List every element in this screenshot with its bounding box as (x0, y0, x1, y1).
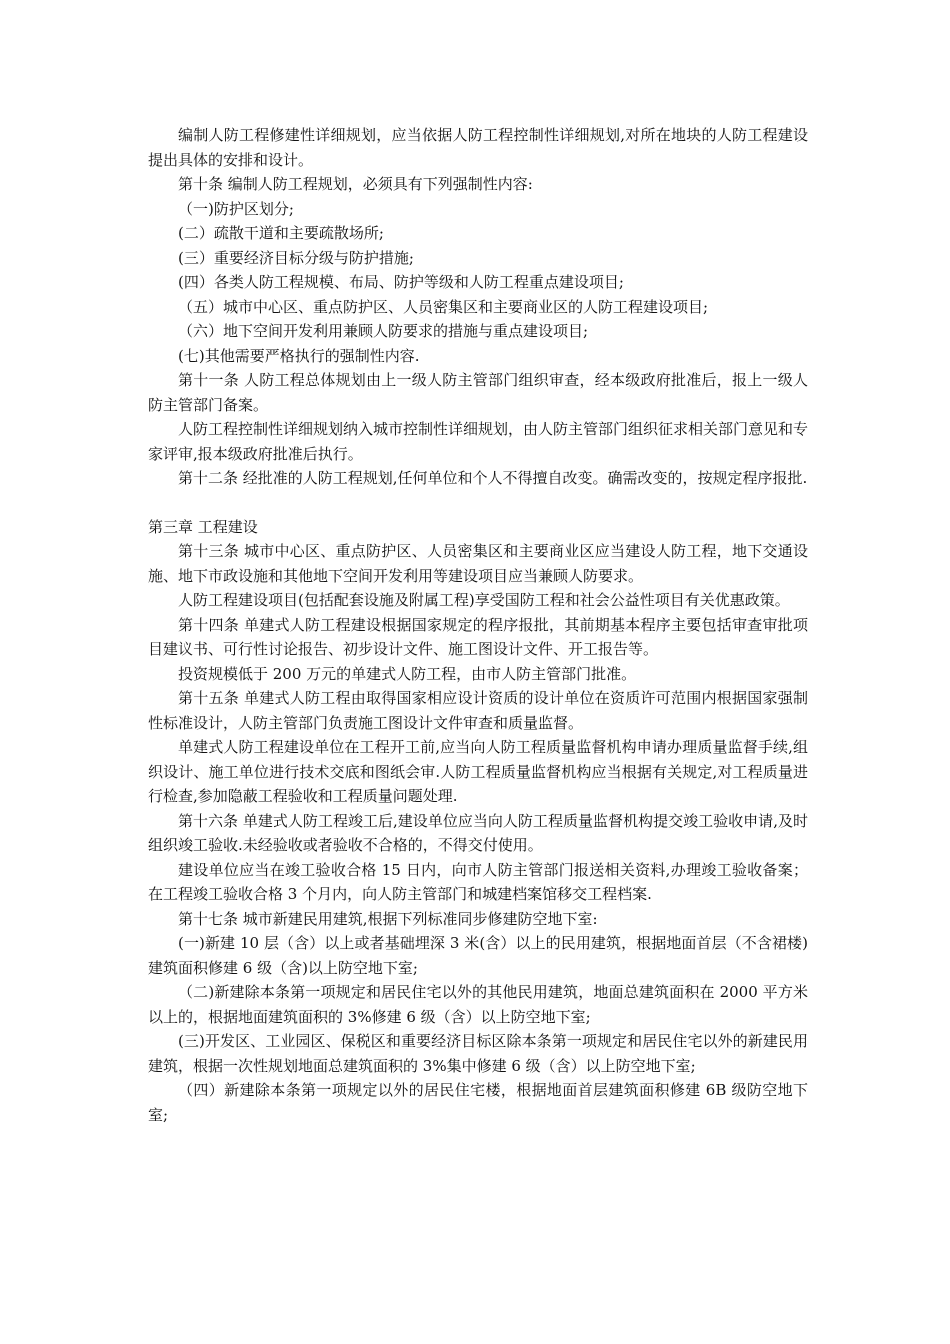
paragraph: (七)其他需要严格执行的强制性内容. (178, 346, 420, 365)
paragraph: （四）新建除本条第一项规定以外的居民住宅楼，根据地面首层建筑面积修建 6B 级防空地下室; (148, 1081, 808, 1124)
paragraph: 投资规模低于 200 万元的单建式人防工程，由市人防主管部门批准。 (178, 664, 637, 683)
paragraph: (四）各类人防工程规模、布局、防护等级和人防工程重点建设项目; (178, 273, 624, 291)
paragraph: 第十条 编制人防工程规划，必须具有下列强制性内容: (178, 175, 533, 193)
paragraph: （五）城市中心区、重点防护区、人员密集区和主要商业区的人防工程建设项目; (178, 297, 709, 316)
paragraph: （二)新建除本条第一项规定和居民住宅以外的其他民用建筑，地面总建筑面积在 2000 平方米以上的，根据地面建筑面积的 3%修建 6 级（含）以上防空地下室; (148, 983, 808, 1026)
paragraph: 单建式人防工程建设单位在工程开工前,应当向人防工程质量监督机构申请办理质量监督手续,组织设计、施工单位进行技术交底和图纸会审.人防工程质量监督机构应当根据有关规定,对工程质量进行检查,参加隐蔽工程验收和工程质量问题处理. (148, 738, 808, 805)
paragraph: 编制人防工程修建性详细规划，应当依据人防工程控制性详细规划,对所在地块的人防工程建设提出具体的安排和设计。 (148, 126, 808, 169)
paragraph: 人防工程建设项目(包括配套设施及附属工程)享受国防工程和社会公益性项目有关优惠政策。 (178, 591, 790, 609)
paragraph: 第十三条 城市中心区、重点防护区、人员密集区和主要商业区应当建设人防工程，地下交通设施、地下市政设施和其他地下空间开发利用等建设项目应当兼顾人防要求。 (148, 542, 808, 585)
paragraph: （六）地下空间开发利用兼顾人防要求的措施与重点建设项目; (178, 322, 589, 340)
paragraph: 第十二条 经批准的人防工程规划,任何单位和个人不得擅自改变。确需改变的，按规定程序报批. (178, 469, 808, 487)
paragraph: 建设单位应当在竣工验收合格 15 日内，向市人防主管部门报送相关资料,办理竣工验收备案；在工程竣工验收合格 3 个月内，向人防主管部门和城建档案馆移交工程档案. (148, 860, 808, 903)
paragraph: （一)防护区划分; (178, 199, 294, 218)
paragraph: (一)新建 10 层（含）以上或者基础埋深 3 米(含）以上的民用建筑，根据地面首层（不含裙楼)建筑面积修建 6 级（含)以上防空地下室; (148, 934, 808, 977)
paragraph: 人防工程控制性详细规划纳入城市控制性详细规划，由人防主管部门组织征求相关部门意见和专家评审,报本级政府批准后执行。 (148, 420, 809, 463)
paragraph: 第十六条 单建式人防工程竣工后,建设单位应当向人防工程质量监督机构提交竣工验收申请,及时组织竣工验收.未经验收或者验收不合格的，不得交付使用。 (148, 811, 808, 854)
paragraph: (三）重要经济目标分级与防护措施; (178, 248, 414, 267)
chapter-heading: 第三章 工程建设 (148, 517, 258, 536)
document-body (148, 123, 808, 1127)
paragraph: (三)开发区、工业园区、保税区和重要经济目标区除本条第一项规定和居民住宅以外的新建民用建筑，根据一次性规划地面总建筑面积的 3%集中修建 6 级（含）以上防空地下室; (148, 1032, 808, 1075)
paragraph: (二）疏散干道和主要疏散场所; (178, 224, 384, 242)
paragraph: 第十七条 城市新建民用建筑,根据下列标准同步修建防空地下室: (178, 909, 598, 928)
paragraph: 第十五条 单建式人防工程由取得国家相应设计资质的设计单位在资质许可范围内根据国家强制性标准设计，人防主管部门负责施工图设计文件审查和质量监督。 (148, 689, 808, 732)
paragraph: 第十四条 单建式人防工程建设根据国家规定的程序报批，其前期基本程序主要包括审查审批项目建议书、可行性讨论报告、初步设计文件、施工图设计文件、开工报告等。 (148, 615, 808, 658)
paragraph: 第十一条 人防工程总体规划由上一级人防主管部门组织审查，经本级政府批准后，报上一级人防主管部门备案。 (148, 371, 808, 414)
